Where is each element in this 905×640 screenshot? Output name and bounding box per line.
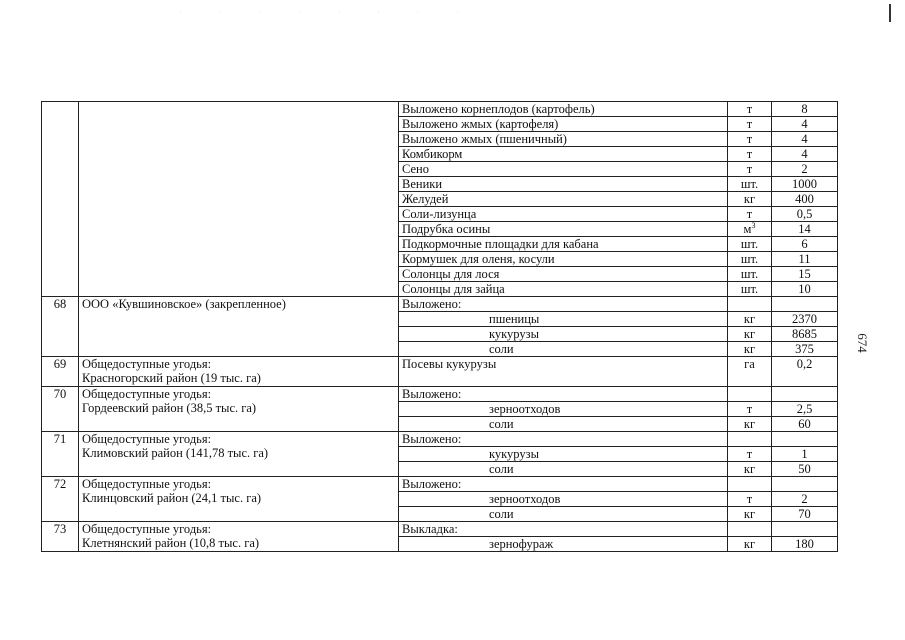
scan-noise: · · · · · · · ·: [180, 10, 477, 16]
quantity-cell: 0,2: [772, 357, 838, 387]
item-cell: Выложено корнеплодов (картофель): [399, 102, 728, 117]
quantity-cell: 1000: [772, 177, 838, 192]
organization-cell: ООО «Кувшиновское» (закрепленное): [79, 297, 399, 357]
item-cell: зерноотходов: [399, 402, 728, 417]
unit-cell: [728, 297, 772, 312]
unit-cell: шт.: [728, 267, 772, 282]
organization-line-2: Клинцовский район (24,1 тыс. га): [82, 491, 262, 505]
item-cell: Кормушек для оленя, косули: [399, 252, 728, 267]
quantity-cell: 8: [772, 102, 838, 117]
unit-cell: т: [728, 207, 772, 222]
item-cell: Желудей: [399, 192, 728, 207]
item-header-cell: Выложено:: [399, 432, 728, 447]
unit-cell: [728, 222, 772, 237]
quantity-cell: 400: [772, 192, 838, 207]
unit-cell: т: [728, 117, 772, 132]
quantity-cell: [772, 432, 838, 447]
unit-cell: т: [728, 162, 772, 177]
quantity-cell: 15: [772, 267, 838, 282]
item-cell: Солонцы для лося: [399, 267, 728, 282]
item-header-cell: Выкладка:: [399, 522, 728, 537]
unit-cell: т: [728, 132, 772, 147]
quantity-cell: 60: [772, 417, 838, 432]
unit-cell: шт.: [728, 252, 772, 267]
quantity-cell: [772, 387, 838, 402]
table-row: [42, 522, 838, 537]
unit-cell: кг: [728, 507, 772, 522]
unit-cell: [728, 522, 772, 537]
quantity-cell: 6: [772, 237, 838, 252]
quantity-cell: [772, 477, 838, 492]
quantity-cell: 2370: [772, 312, 838, 327]
item-cell: Сено: [399, 162, 728, 177]
quantity-cell: 10: [772, 282, 838, 297]
row-number-cell: 72: [42, 477, 79, 522]
quantity-cell: 14: [772, 222, 838, 237]
item-cell: Выложено жмых (картофеля): [399, 117, 728, 132]
organization-cell: [79, 387, 399, 432]
row-number-cell: 69: [42, 357, 79, 387]
table-row: [42, 432, 838, 447]
unit-cell: кг: [728, 342, 772, 357]
quantity-cell: 50: [772, 462, 838, 477]
unit-cell: кг: [728, 327, 772, 342]
quantity-cell: [772, 522, 838, 537]
organization-cell: [79, 357, 399, 387]
organization-cell: [79, 432, 399, 477]
item-cell: кукурузы: [399, 327, 728, 342]
unit-cell: кг: [728, 537, 772, 552]
unit-cell: [728, 432, 772, 447]
page-number: 674: [854, 333, 870, 353]
unit-cell: кг: [728, 312, 772, 327]
item-cell: Выложено жмых (пшеничный): [399, 132, 728, 147]
organization-line-2: Клетнянский район (10,8 тыс. га): [82, 536, 260, 550]
table-row: [42, 477, 838, 492]
item-cell: кукурузы: [399, 447, 728, 462]
item-cell: Соли-лизунца: [399, 207, 728, 222]
unit-cell: шт.: [728, 237, 772, 252]
item-cell: Веники: [399, 177, 728, 192]
organization-line-2: Гордеевский район (38,5 тыс. га): [82, 401, 257, 415]
quantity-cell: 180: [772, 537, 838, 552]
item-cell: пшеницы: [399, 312, 728, 327]
row-number-cell: 68: [42, 297, 79, 357]
quantity-cell: 4: [772, 147, 838, 162]
unit-cell: га: [728, 357, 772, 387]
item-cell: соли: [399, 507, 728, 522]
organization-line-2: Климовский район (141,78 тыс. га): [82, 446, 269, 460]
item-cell: зернофураж: [399, 537, 728, 552]
table-row: [42, 297, 838, 312]
item-cell: соли: [399, 417, 728, 432]
quantity-cell: 1: [772, 447, 838, 462]
quantity-cell: 4: [772, 117, 838, 132]
quantity-cell: 2,5: [772, 402, 838, 417]
organization-line-1: Общедоступные угодья:: [82, 477, 212, 491]
item-cell: соли: [399, 342, 728, 357]
unit-exponent: 3: [751, 221, 756, 230]
item-header-cell: Выложено:: [399, 387, 728, 402]
row-number-cell: 71: [42, 432, 79, 477]
unit-cell: кг: [728, 192, 772, 207]
item-cell: Подрубка осины: [399, 222, 728, 237]
organization-cell: [79, 102, 399, 297]
unit-cell: шт.: [728, 177, 772, 192]
unit-cell: т: [728, 402, 772, 417]
quantity-cell: 375: [772, 342, 838, 357]
organization-line-2: Красногорский район (19 тыс. га): [82, 371, 261, 385]
unit-cell: шт.: [728, 282, 772, 297]
organization-cell: [79, 477, 399, 522]
quantity-cell: 2: [772, 162, 838, 177]
row-number-cell: 73: [42, 522, 79, 552]
item-cell: Посевы кукурузы: [399, 357, 728, 387]
table-row: [42, 102, 838, 117]
item-cell: зерноотходов: [399, 492, 728, 507]
organization-line-1: Общедоступные угодья:: [82, 387, 212, 401]
organization-cell: [79, 522, 399, 552]
organization-line-1: Общедоступные угодья:: [82, 357, 212, 371]
table-row: [42, 357, 838, 387]
item-header-cell: Выложено:: [399, 477, 728, 492]
item-cell: Солонцы для зайца: [399, 282, 728, 297]
feeding-table: [41, 101, 838, 552]
unit-cell: т: [728, 102, 772, 117]
table-row: [42, 387, 838, 402]
unit-cell: кг: [728, 417, 772, 432]
quantity-cell: 11: [772, 252, 838, 267]
quantity-cell: 70: [772, 507, 838, 522]
quantity-cell: 4: [772, 132, 838, 147]
unit-cell: [728, 477, 772, 492]
row-number-cell: 70: [42, 387, 79, 432]
unit-text: м: [743, 222, 752, 236]
unit-cell: т: [728, 492, 772, 507]
row-number-cell: [42, 102, 79, 297]
quantity-cell: 2: [772, 492, 838, 507]
organization-line-1: Общедоступные угодья:: [82, 432, 212, 446]
unit-cell: [728, 387, 772, 402]
quantity-cell: 0,5: [772, 207, 838, 222]
unit-cell: кг: [728, 462, 772, 477]
unit-cell: т: [728, 147, 772, 162]
quantity-cell: [772, 297, 838, 312]
scan-edge-mark: [889, 4, 891, 22]
quantity-cell: 8685: [772, 327, 838, 342]
organization-line-1: Общедоступные угодья:: [82, 522, 212, 536]
unit-cell: т: [728, 447, 772, 462]
item-header-cell: Выложено:: [399, 297, 728, 312]
item-cell: Подкормочные площадки для кабана: [399, 237, 728, 252]
item-cell: соли: [399, 462, 728, 477]
item-cell: Комбикорм: [399, 147, 728, 162]
